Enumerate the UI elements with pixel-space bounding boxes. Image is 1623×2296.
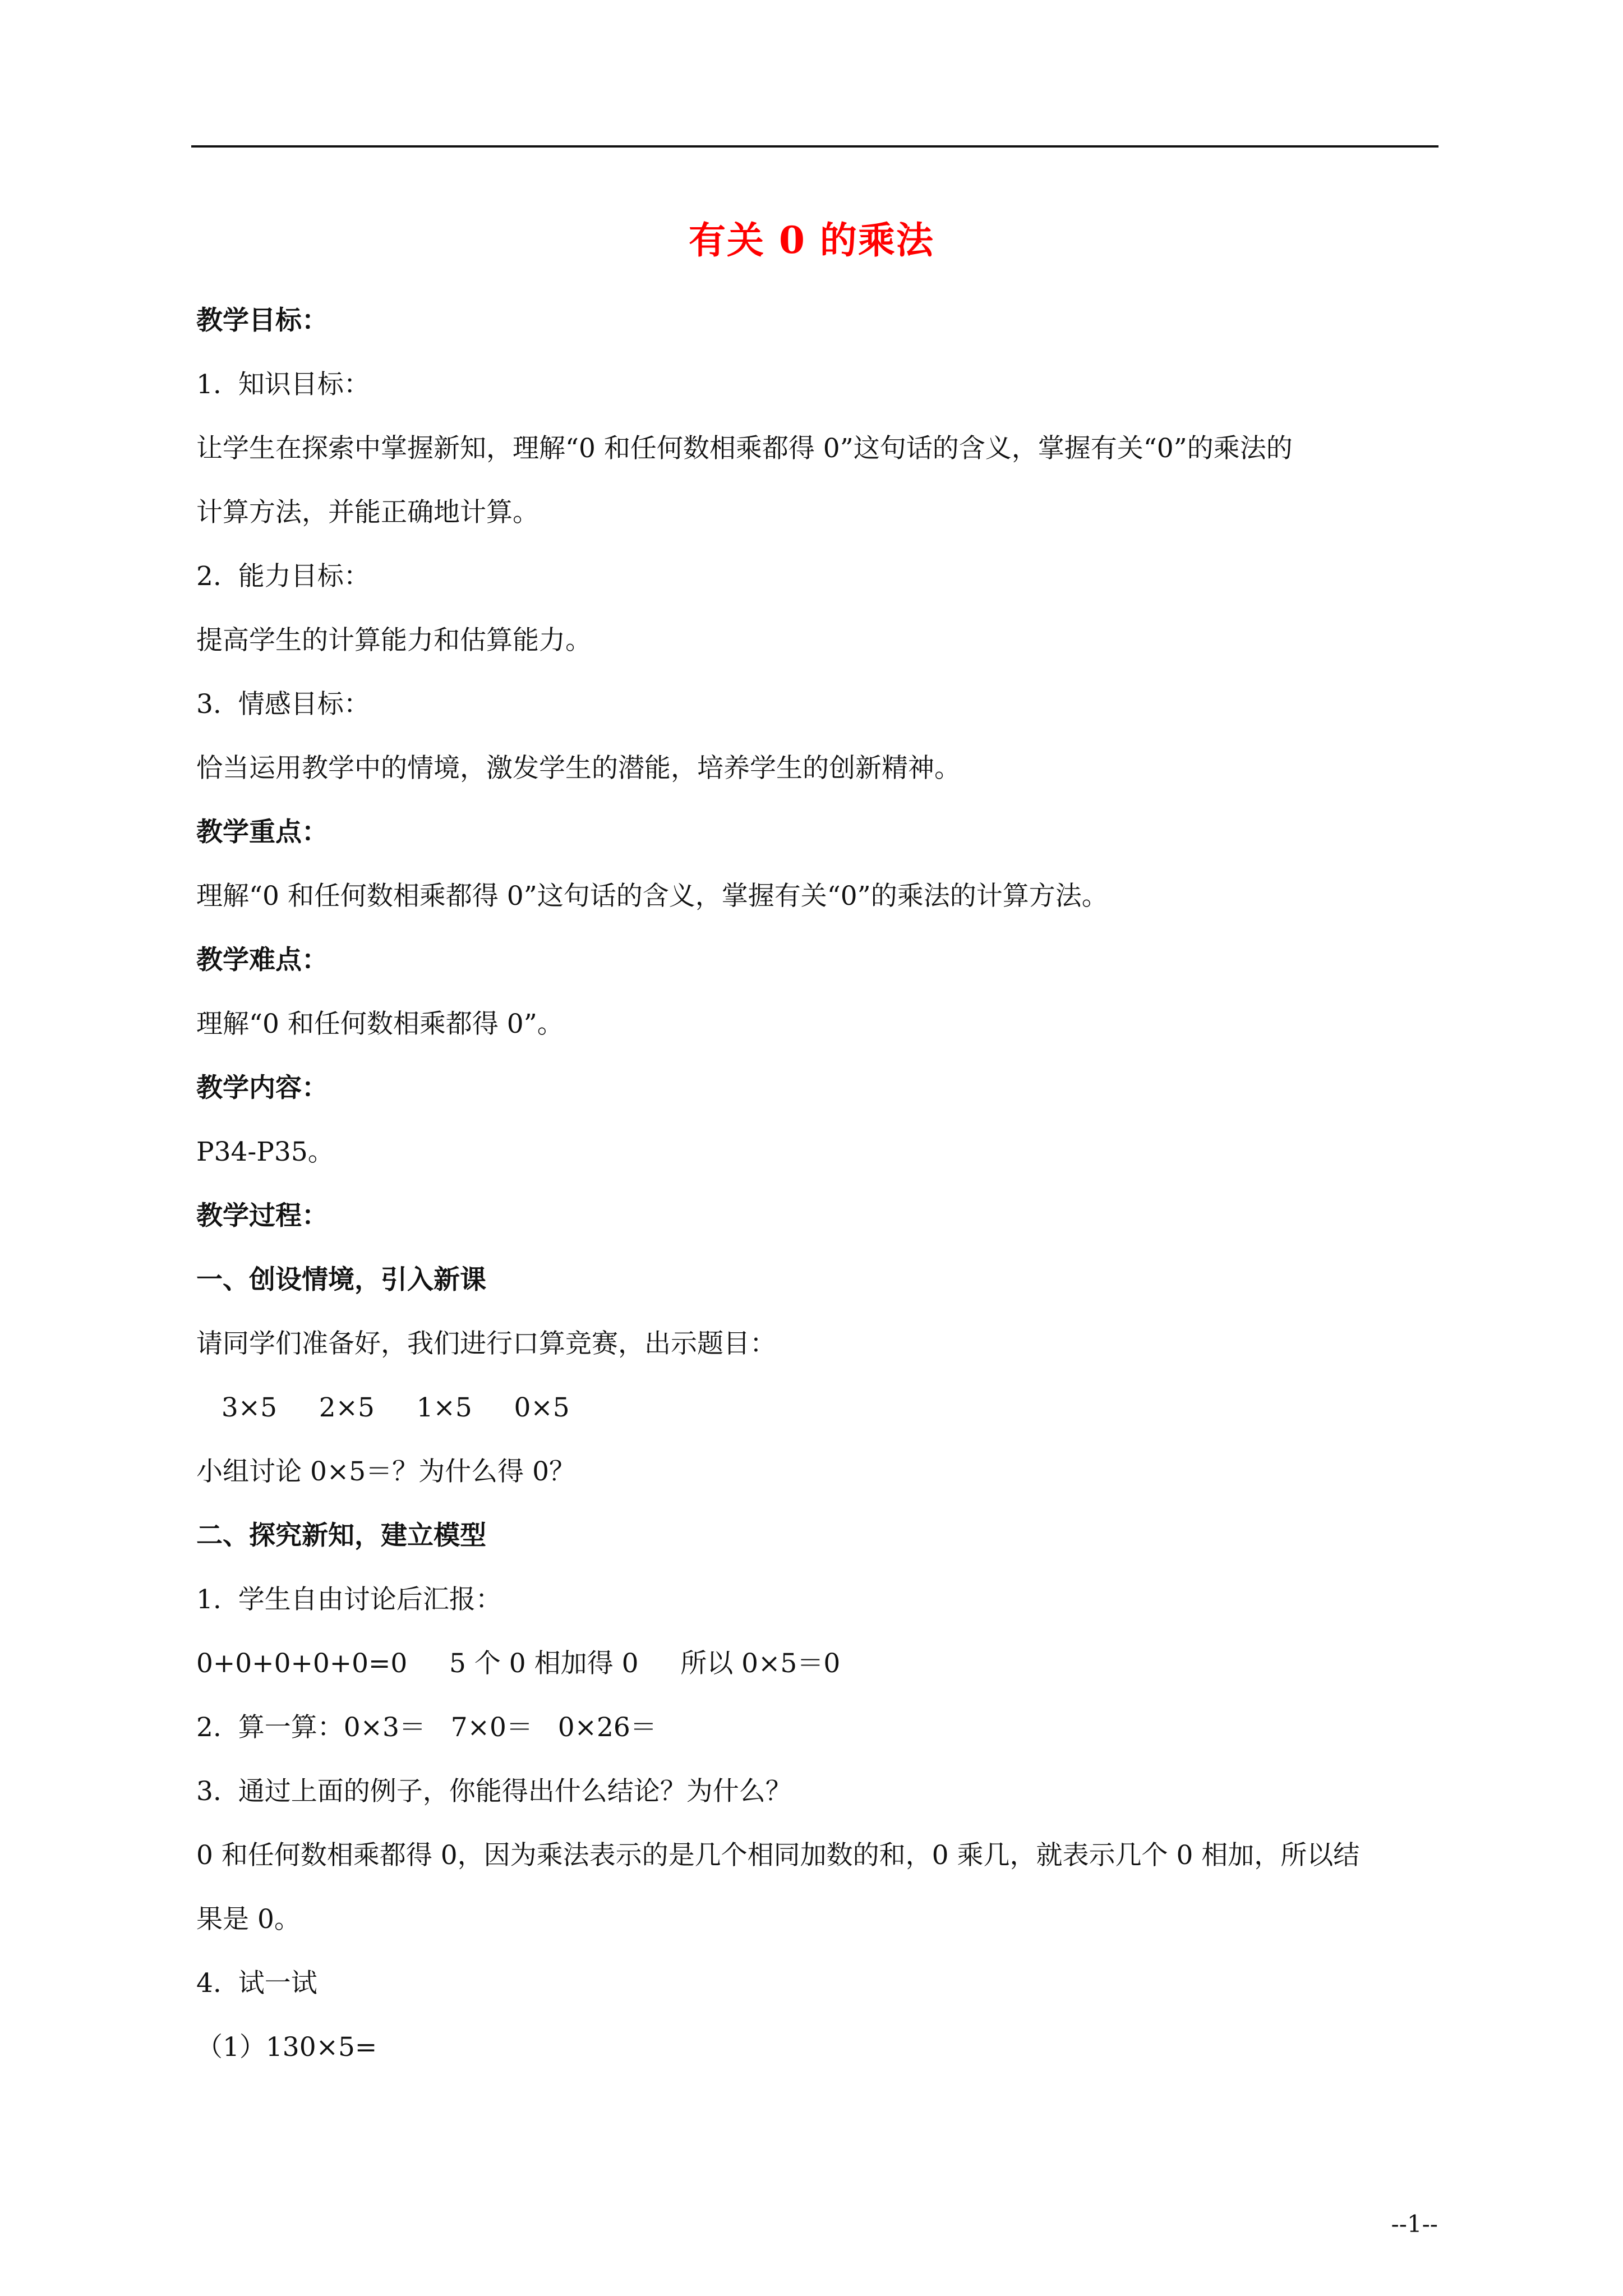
text-line: 二、探究新知，建立模型 — [196, 1520, 486, 1551]
text-line: 2. 算一算：0×3＝ 7×0＝ 0×26＝ — [196, 1712, 657, 1743]
text-line: 1. 知识目标： — [196, 369, 370, 400]
text-line: 3×5 2×5 1×5 0×5 — [196, 1392, 570, 1423]
text-line: 3. 通过上面的例子，你能得出什么结论？为什么？ — [196, 1776, 792, 1807]
text-line: P34-P35。 — [196, 1137, 334, 1167]
text-line: 0+0+0+0+0=0 5 个 0 相加得 0 所以 0×5＝0 — [196, 1648, 841, 1679]
text-line: 让学生在探索中掌握新知，理解“0 和任何数相乘都得 0”这句话的含义，掌握有关“0”的乘法的 — [196, 433, 1293, 464]
text-line: （1）130×5= — [196, 2032, 377, 2063]
text-line: 计算方法，并能正确地计算。 — [196, 497, 539, 528]
text-line: 4. 试一试 — [196, 1968, 317, 1999]
text-line: 3. 情感目标： — [196, 689, 370, 720]
text-line: 提高学生的计算能力和估算能力。 — [196, 625, 592, 656]
text-line: 果是 0。 — [196, 1904, 301, 1935]
text-line: 小组讨论 0×5＝？为什么得 0？ — [196, 1456, 575, 1487]
text-line: 教学重点： — [196, 817, 328, 848]
page-number: --1-- — [1391, 2210, 1438, 2238]
text-line: 教学过程： — [196, 1200, 328, 1231]
text-line: 教学内容： — [196, 1073, 328, 1103]
text-line: 教学目标： — [196, 305, 328, 336]
document-title: 有关 0 的乘法 — [689, 218, 934, 262]
document-body — [196, 289, 1438, 2079]
text-line: 2. 能力目标： — [196, 561, 370, 592]
text-line: 理解“0 和任何数相乘都得 0”。 — [196, 1009, 564, 1039]
text-line: 0 和任何数相乘都得 0，因为乘法表示的是几个相同加数的和，0 乘几，就表示几个 0 相加，所以结 — [196, 1840, 1360, 1871]
text-line: 恰当运用教学中的情境，激发学生的潜能，培养学生的创新精神。 — [196, 753, 961, 784]
text-line: 教学难点： — [196, 945, 328, 976]
text-line: 1. 学生自由讨论后汇报： — [196, 1584, 502, 1615]
header-rule — [191, 145, 1438, 148]
text-line: 一、创设情境，引入新课 — [196, 1264, 486, 1295]
text-line: 理解“0 和任何数相乘都得 0”这句话的含义，掌握有关“0”的乘法的计算方法。 — [196, 881, 1108, 912]
text-line: 请同学们准备好，我们进行口算竞赛，出示题目： — [196, 1328, 776, 1359]
